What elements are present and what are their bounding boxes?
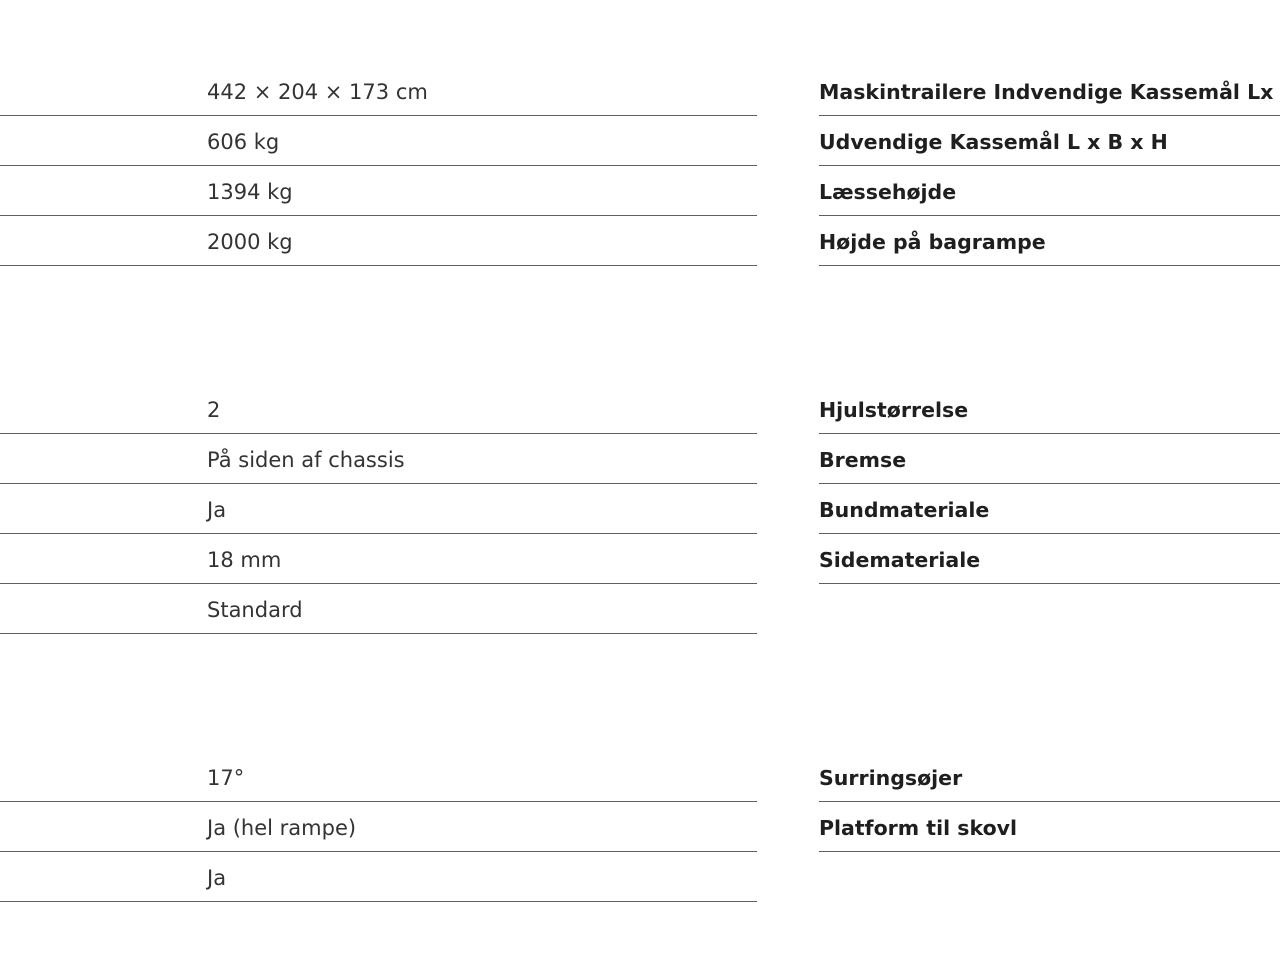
spec-value: 1394 kg [207,180,293,204]
spec-row [819,802,1280,852]
spec-row [0,752,757,802]
spec-row [819,434,1280,484]
spec-value: 2000 kg [207,230,293,254]
spec-row [819,384,1280,434]
spec-row [0,116,757,166]
spec-row [0,484,757,534]
spec-row [0,534,757,584]
spec-row [0,216,757,266]
spec-row [819,484,1280,534]
spec-value: 442 × 204 × 173 cm [207,80,428,104]
spec-value: 2 [207,398,221,422]
spec-label: Bundmateriale [819,498,990,522]
spec-label: Højde på bagrampe [819,230,1046,254]
spec-value: Ja [207,498,227,522]
spec-value: Standard [207,598,303,622]
spec-row [819,166,1280,216]
spec-label: Surringsøjer [819,766,963,790]
spec-label: Bremse [819,448,907,472]
spec-row [0,384,757,434]
spec-label: Læssehøjde [819,180,957,204]
spec-value: Ja [207,866,227,890]
spec-row [819,534,1280,584]
spec-row [0,66,757,116]
spec-row [0,802,757,852]
spec-value: På siden af chassis [207,448,405,472]
spec-row [819,66,1280,116]
spec-value: 606 kg [207,130,280,154]
spec-value: 17° [207,766,245,790]
spec-row [0,166,757,216]
spec-label: Maskintrailere Indvendige Kassemål Lx [819,80,1274,104]
spec-row [819,216,1280,266]
spec-row [0,434,757,484]
spec-label: Sidemateriale [819,548,981,572]
spec-value: Ja (hel rampe) [207,816,357,840]
spec-row [0,584,757,634]
spec-row [819,752,1280,802]
spec-label: Udvendige Kassemål L x B x H [819,130,1168,154]
spec-row [819,116,1280,166]
spec-label: Platform til skovl [819,816,1018,840]
spec-row [0,852,757,902]
spec-value: 18 mm [207,548,282,572]
spec-label: Hjulstørrelse [819,398,969,422]
